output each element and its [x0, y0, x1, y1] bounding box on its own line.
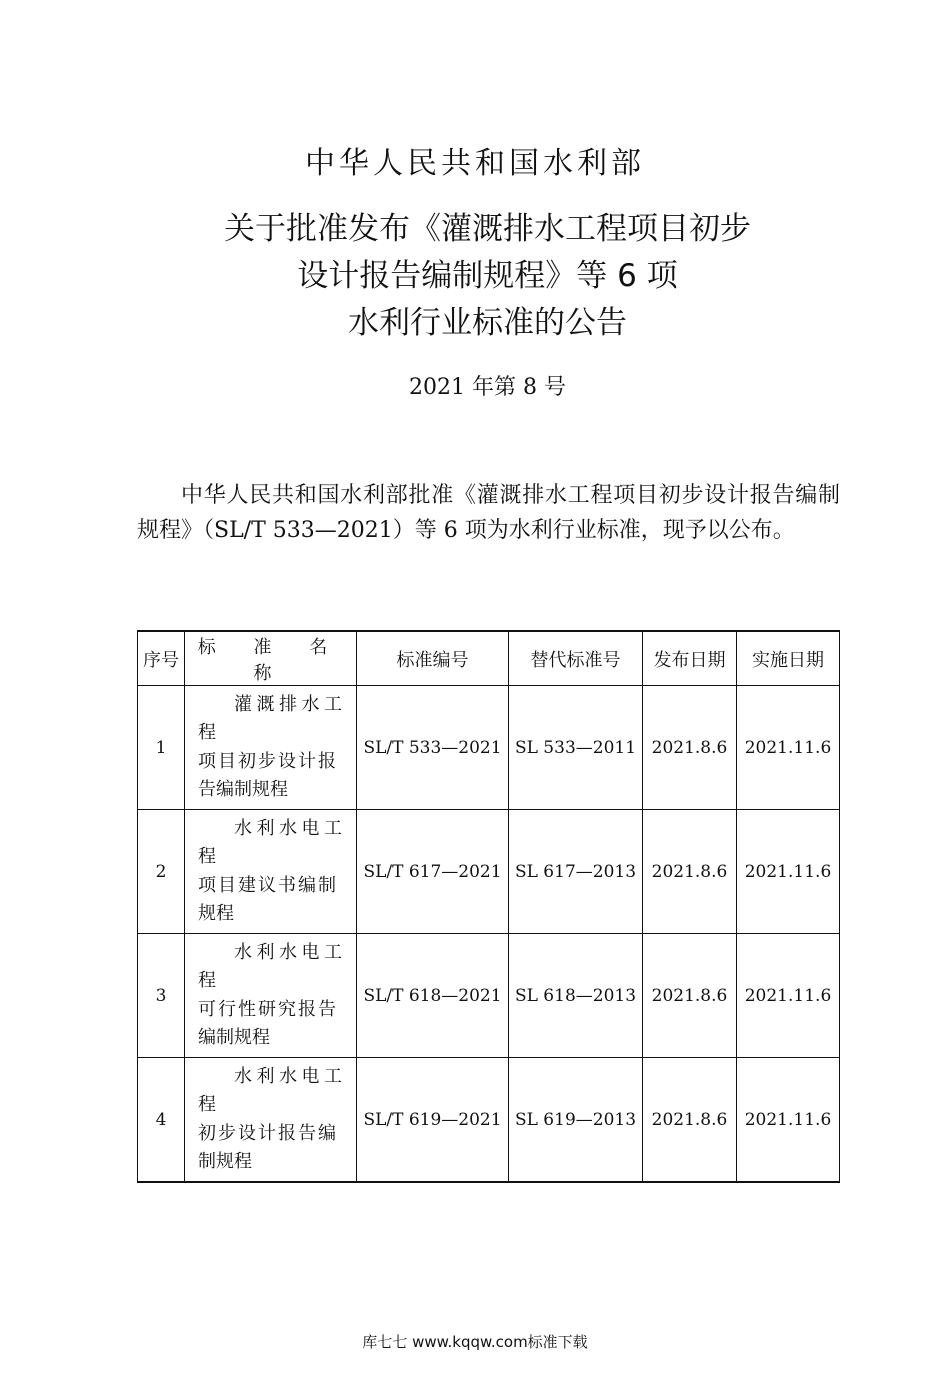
table-row [138, 810, 840, 934]
table-row [138, 934, 840, 1058]
table-row [138, 686, 840, 810]
row-name [185, 810, 357, 934]
row-replaces: SL 533—2011 [509, 686, 643, 810]
row-published: 2021.8.6 [643, 934, 737, 1058]
announcement-paragraph: 中华人民共和国水利部批准《灌溉排水工程项目初步设计报告编制规程》（SL/T 533—2021）等 6 项为水利行业标准，现予以公布。 [137, 483, 840, 543]
ministry-name: 中华人民共和国水利部 [305, 146, 645, 181]
row-replaces: SL 617—2013 [509, 810, 643, 934]
row-name-line: 水利水电工程 [198, 817, 344, 867]
standards-table [137, 630, 840, 1183]
row-name-line: 水利水电工程 [198, 1065, 344, 1115]
row-published: 2021.8.6 [643, 1058, 737, 1183]
row-name-line: 水利水电工程 [198, 941, 344, 991]
row-effective: 2021.11.6 [737, 934, 840, 1058]
header-published: 发布日期 [643, 631, 737, 686]
row-code: SL/T 617—2021 [357, 810, 509, 934]
title-line-3: 水利行业标准的公告 [348, 305, 627, 341]
title-line-2: 设计报告编制规程》等 6 项 [297, 258, 678, 294]
row-name [185, 934, 357, 1058]
row-code: SL/T 533—2021 [357, 686, 509, 810]
announcement-title [0, 206, 950, 347]
title-line-1: 关于批准发布《灌溉排水工程项目初步 [224, 211, 751, 247]
row-name-line: 初步设计报告编 [198, 1122, 338, 1144]
row-published: 2021.8.6 [643, 810, 737, 934]
table-header-row [138, 631, 840, 686]
header-no: 序号 [138, 631, 185, 686]
row-effective: 2021.11.6 [737, 686, 840, 810]
row-replaces: SL 619—2013 [509, 1058, 643, 1183]
row-no: 2 [138, 810, 185, 934]
row-effective: 2021.11.6 [737, 810, 840, 934]
issue-number: 2021 年第 8 号 [409, 375, 566, 400]
row-name [185, 686, 357, 810]
row-name-line: 项目初步设计报 [198, 750, 338, 772]
row-code: SL/T 618—2021 [357, 934, 509, 1058]
header-code: 标准编号 [357, 631, 509, 686]
table-row [138, 1058, 840, 1183]
row-code: SL/T 619—2021 [357, 1058, 509, 1183]
row-no: 3 [138, 934, 185, 1058]
row-name-line: 编制规程 [198, 1027, 270, 1048]
header-name: 标 准 名 称 [185, 631, 357, 686]
row-name [185, 1058, 357, 1183]
row-name-line: 制规程 [198, 1151, 252, 1172]
row-name-line: 告编制规程 [198, 779, 288, 800]
header-replaces: 替代标准号 [509, 631, 643, 686]
header-effective: 实施日期 [737, 631, 840, 686]
row-effective: 2021.11.6 [737, 1058, 840, 1183]
row-name-line: 规程 [198, 903, 234, 924]
row-no: 1 [138, 686, 185, 810]
row-replaces: SL 618—2013 [509, 934, 643, 1058]
row-name-line: 可行性研究报告 [198, 998, 338, 1020]
row-published: 2021.8.6 [643, 686, 737, 810]
footer-watermark: 库七七 www.kqqw.com标准下载 [362, 1333, 588, 1351]
row-no: 4 [138, 1058, 185, 1183]
row-name-line: 灌溉排水工程 [198, 693, 344, 743]
row-name-line: 项目建议书编制 [198, 874, 338, 896]
